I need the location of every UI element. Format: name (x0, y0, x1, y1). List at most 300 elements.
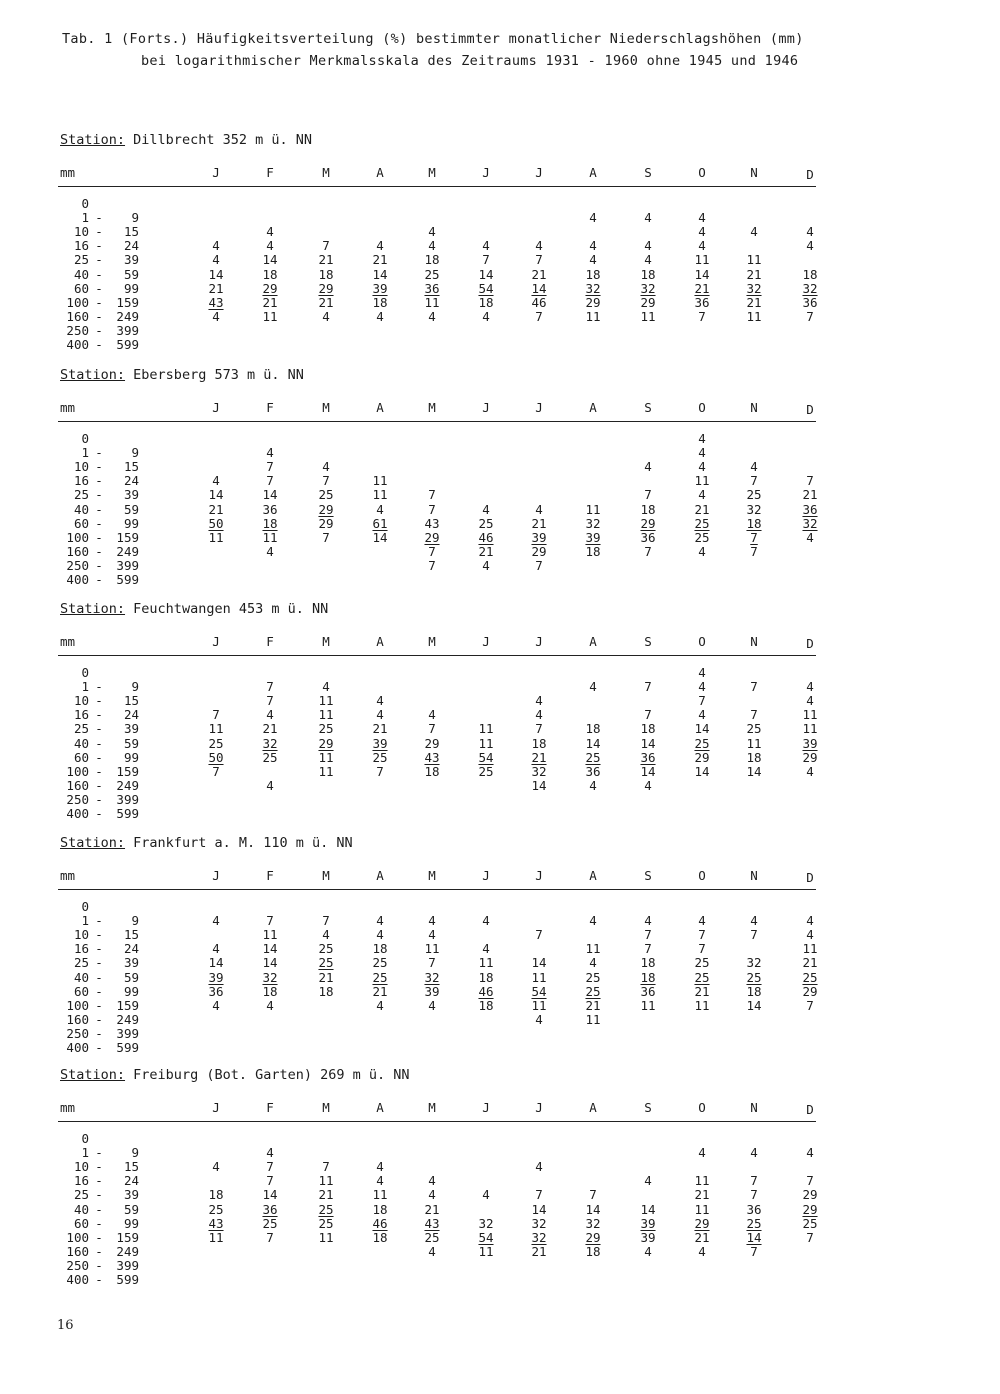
class-lower-bound: 0 (81, 899, 89, 914)
class-label (56, 1041, 139, 1055)
frequency-cell: 43 (208, 1215, 224, 1231)
frequency-cell: 21 (372, 983, 388, 999)
frequency-cell: 4 (428, 1243, 436, 1259)
class-upper-bound: 59 (123, 266, 139, 282)
frequency-cell: 25 (318, 1201, 334, 1217)
class-label (56, 1160, 139, 1174)
frequency-cell: 7 (644, 543, 652, 559)
class-label (56, 531, 139, 545)
frequency-cell: 4 (644, 1173, 652, 1189)
class-upper-bound: 99 (123, 749, 139, 765)
class-lower-bound: 25 (73, 1187, 89, 1203)
class-dash: - (95, 1243, 103, 1259)
unit-label: mm (60, 868, 76, 883)
frequency-cell: 39 (208, 969, 224, 985)
frequency-cell: 4 (428, 1187, 436, 1203)
month-header: M (428, 868, 436, 883)
frequency-cell: 14 (262, 1187, 278, 1203)
class-dash: - (95, 529, 103, 545)
class-upper-bound: 39 (123, 721, 139, 737)
frequency-cell: 4 (482, 238, 490, 254)
frequency-cell: 21 (802, 955, 818, 971)
frequency-cell: 18 (318, 983, 334, 999)
class-lower-bound: 160 (66, 777, 89, 793)
month-header: F (266, 400, 274, 415)
frequency-cell: 7 (698, 308, 706, 324)
frequency-cell: 36 (208, 983, 224, 999)
frequency-cell: 32 (802, 515, 818, 531)
month-header: A (589, 634, 597, 649)
frequency-cell: 7 (266, 1159, 274, 1175)
frequency-cell: 18 (640, 501, 656, 517)
class-label (56, 807, 139, 821)
class-upper-bound: 59 (123, 501, 139, 517)
class-upper-bound: 24 (123, 473, 139, 489)
frequency-cell: 14 (262, 955, 278, 971)
class-upper-bound: 39 (123, 1187, 139, 1203)
frequency-cell: 25 (802, 1215, 818, 1231)
frequency-cell: 4 (212, 913, 220, 929)
class-upper-bound: 39 (123, 955, 139, 971)
frequency-cell: 11 (585, 308, 601, 324)
frequency-cell: 4 (698, 1243, 706, 1259)
month-header: J (482, 165, 490, 180)
class-upper-bound: 59 (123, 1201, 139, 1217)
frequency-cell: 29 (694, 1215, 710, 1231)
station-block (0, 132, 1000, 357)
class-lower-bound: 25 (73, 252, 89, 268)
frequency-cell: 4 (212, 238, 220, 254)
frequency-cell: 7 (644, 707, 652, 723)
frequency-cell: 32 (531, 1215, 547, 1231)
frequency-cell: 4 (266, 543, 274, 559)
frequency-cell: 4 (376, 238, 384, 254)
frequency-cell: 11 (531, 969, 547, 985)
frequency-cell: 11 (372, 487, 388, 503)
month-header: O (698, 400, 706, 415)
class-lower-bound: 400 (66, 806, 89, 821)
class-lower-bound: 25 (73, 721, 89, 737)
frequency-cell: 39 (802, 735, 818, 751)
frequency-cell: 18 (318, 266, 334, 282)
frequency-cell: 25 (372, 955, 388, 971)
class-lower-bound: 100 (66, 294, 89, 310)
class-lower-bound: 160 (66, 1011, 89, 1027)
class-upper-bound: 9 (131, 913, 139, 929)
frequency-cell: 4 (698, 913, 706, 929)
class-dash: - (95, 927, 103, 943)
frequency-cell: 7 (589, 1187, 597, 1203)
class-lower-bound: 40 (73, 501, 89, 517)
class-lower-bound: 1 (81, 679, 89, 695)
class-dash: - (95, 238, 103, 254)
class-dash: - (95, 473, 103, 489)
class-label (56, 324, 139, 338)
frequency-cell: 7 (750, 707, 758, 723)
station-prefix: Station: (60, 601, 126, 617)
class-upper-bound: 15 (123, 1159, 139, 1175)
month-header: J (212, 165, 220, 180)
class-upper-bound: 24 (123, 941, 139, 957)
class-upper-bound: 159 (116, 1229, 139, 1245)
class-upper-bound: 159 (116, 997, 139, 1013)
class-lower-bound: 400 (66, 572, 89, 587)
class-dash: - (95, 997, 103, 1013)
frequency-cell: 11 (585, 941, 601, 957)
class-label (56, 666, 139, 680)
frequency-cell: 14 (640, 763, 656, 779)
class-lower-bound: 160 (66, 1243, 89, 1259)
month-header: F (266, 165, 274, 180)
frequency-cell: 4 (589, 679, 597, 695)
class-upper-bound: 24 (123, 238, 139, 254)
month-header: O (698, 868, 706, 883)
frequency-cell: 4 (428, 997, 436, 1013)
frequency-cell: 50 (208, 749, 224, 765)
frequency-cell: 32 (746, 501, 762, 517)
class-dash: - (95, 1159, 103, 1175)
frequency-cell: 4 (212, 997, 220, 1013)
frequency-cell: 18 (585, 1243, 601, 1259)
frequency-cell: 14 (746, 1229, 762, 1245)
frequency-cell: 18 (372, 294, 388, 310)
station-block (0, 601, 1000, 826)
station-prefix: Station: (60, 1067, 126, 1083)
frequency-cell: 32 (424, 969, 440, 985)
frequency-cell: 25 (318, 721, 334, 737)
class-label (56, 1273, 139, 1287)
class-lower-bound: 250 (66, 557, 89, 573)
month-header: J (212, 868, 220, 883)
class-label (56, 914, 139, 928)
frequency-cell: 7 (322, 913, 330, 929)
frequency-cell: 25 (694, 969, 710, 985)
frequency-cell: 4 (589, 777, 597, 793)
class-lower-bound: 160 (66, 308, 89, 324)
class-lower-bound: 250 (66, 791, 89, 807)
frequency-cell: 50 (208, 515, 224, 531)
month-header: M (322, 868, 330, 883)
frequency-cell: 18 (478, 294, 494, 310)
frequency-cell: 7 (750, 1187, 758, 1203)
frequency-cell: 4 (698, 707, 706, 723)
frequency-cell: 11 (424, 941, 440, 957)
frequency-cell: 7 (750, 927, 758, 943)
frequency-cell: 4 (482, 557, 490, 573)
frequency-cell: 18 (585, 266, 601, 282)
unit-label: mm (60, 400, 76, 415)
class-dash: - (95, 791, 103, 807)
frequency-cell: 39 (640, 1215, 656, 1231)
class-upper-bound: 9 (131, 679, 139, 695)
frequency-cell: 11 (318, 763, 334, 779)
frequency-cell: 4 (428, 927, 436, 943)
frequency-cell: 4 (698, 210, 706, 226)
month-header: F (266, 634, 274, 649)
frequency-cell: 14 (746, 997, 762, 1013)
class-lower-bound: 250 (66, 1025, 89, 1041)
frequency-cell: 46 (372, 1215, 388, 1231)
class-dash: - (95, 693, 103, 709)
station-prefix: Station: (60, 132, 126, 148)
table-header (0, 0, 1000, 80)
frequency-cell: 21 (531, 1243, 547, 1259)
frequency-cell: 11 (318, 1229, 334, 1245)
month-header: S (644, 868, 652, 883)
month-header: J (535, 1100, 543, 1115)
frequency-cell: 14 (262, 252, 278, 268)
frequency-cell: 4 (376, 913, 384, 929)
frequency-cell: 11 (531, 997, 547, 1013)
frequency-cell: 4 (806, 913, 814, 929)
frequency-cell: 4 (322, 459, 330, 475)
class-dash: - (95, 777, 103, 793)
frequency-cell: 29 (802, 1187, 818, 1203)
frequency-cell: 21 (424, 1201, 440, 1217)
class-upper-bound: 399 (116, 322, 139, 338)
month-header: A (589, 400, 597, 415)
frequency-cell: 4 (644, 459, 652, 475)
frequency-cell: 21 (585, 997, 601, 1013)
class-lower-bound: 100 (66, 763, 89, 779)
frequency-cell: 4 (266, 997, 274, 1013)
class-label (56, 338, 139, 352)
frequency-cell: 18 (424, 763, 440, 779)
frequency-cell: 7 (644, 941, 652, 957)
frequency-cell: 11 (262, 308, 278, 324)
month-header: F (266, 1100, 274, 1115)
month-header: J (482, 634, 490, 649)
frequency-cell: 36 (802, 501, 818, 517)
class-dash: - (95, 707, 103, 723)
frequency-cell: 7 (266, 913, 274, 929)
frequency-cell: 18 (746, 515, 762, 531)
class-dash: - (95, 294, 103, 310)
station-name: Freiburg (Bot. Garten) 269 m ü. NN (133, 1067, 410, 1083)
class-upper-bound: 599 (116, 806, 139, 821)
class-dash: - (95, 955, 103, 971)
frequency-cell: 18 (746, 983, 762, 999)
frequency-cell: 4 (644, 1243, 652, 1259)
frequency-cell: 25 (318, 941, 334, 957)
frequency-cell: 4 (750, 1145, 758, 1161)
month-header: J (535, 634, 543, 649)
frequency-cell: 21 (531, 749, 547, 765)
frequency-cell: 7 (535, 308, 543, 324)
month-header: M (322, 165, 330, 180)
month-header: A (589, 165, 597, 180)
class-dash: - (95, 763, 103, 779)
class-dash: - (95, 1040, 103, 1055)
frequency-cell: 29 (585, 1229, 601, 1245)
frequency-cell: 11 (318, 1173, 334, 1189)
class-lower-bound: 10 (73, 927, 89, 943)
frequency-cell: 4 (589, 252, 597, 268)
frequency-cell: 4 (589, 913, 597, 929)
class-lower-bound: 40 (73, 1201, 89, 1217)
frequency-cell: 4 (428, 1173, 436, 1189)
frequency-cell: 4 (266, 707, 274, 723)
frequency-cell: 7 (750, 473, 758, 489)
class-dash: - (95, 1229, 103, 1245)
frequency-cell: 21 (318, 969, 334, 985)
class-lower-bound: 10 (73, 224, 89, 240)
class-label (56, 253, 139, 267)
class-lower-bound: 16 (73, 473, 89, 489)
station-name: Dillbrecht 352 m ü. NN (133, 132, 312, 148)
class-label (56, 474, 139, 488)
frequency-cell: 7 (698, 927, 706, 943)
frequency-cell: 7 (266, 473, 274, 489)
month-header: A (376, 400, 384, 415)
class-label (56, 751, 139, 765)
frequency-cell: 18 (262, 515, 278, 531)
frequency-cell: 4 (698, 543, 706, 559)
frequency-cell: 11 (802, 721, 818, 737)
frequency-cell: 21 (208, 501, 224, 517)
class-label (56, 708, 139, 722)
frequency-cell: 21 (372, 252, 388, 268)
frequency-cell: 46 (478, 529, 494, 545)
frequency-cell: 18 (424, 252, 440, 268)
frequency-cell: 4 (644, 210, 652, 226)
frequency-cell: 7 (322, 529, 330, 545)
frequency-cell: 4 (750, 913, 758, 929)
frequency-cell: 18 (372, 1201, 388, 1217)
frequency-cell: 7 (376, 763, 384, 779)
frequency-cell: 43 (208, 294, 224, 310)
frequency-cell: 14 (746, 763, 762, 779)
frequency-cell: 29 (640, 294, 656, 310)
station-prefix: Station: (60, 835, 126, 851)
frequency-cell: 21 (694, 1187, 710, 1203)
class-lower-bound: 0 (81, 1131, 89, 1146)
class-label (56, 1188, 139, 1202)
class-upper-bound: 599 (116, 1040, 139, 1055)
class-dash: - (95, 224, 103, 240)
frequency-cell: 4 (322, 679, 330, 695)
frequency-cell: 11 (585, 501, 601, 517)
frequency-cell: 4 (589, 210, 597, 226)
frequency-cell: 21 (802, 487, 818, 503)
station-name: Ebersberg 573 m ü. NN (133, 367, 304, 383)
frequency-cell: 7 (212, 763, 220, 779)
frequency-cell: 4 (266, 1145, 274, 1161)
frequency-cell: 21 (318, 1187, 334, 1203)
frequency-cell: 4 (698, 679, 706, 695)
frequency-cell: 25 (208, 1201, 224, 1217)
frequency-cell: 4 (212, 1159, 220, 1175)
station-block (0, 835, 1000, 1060)
class-dash: - (95, 445, 103, 461)
frequency-cell: 29 (531, 543, 547, 559)
frequency-cell: 29 (424, 735, 440, 751)
frequency-cell: 7 (644, 679, 652, 695)
frequency-cell: 14 (694, 763, 710, 779)
class-label (56, 1245, 139, 1259)
frequency-cell: 21 (694, 280, 710, 296)
class-dash: - (95, 983, 103, 999)
class-label (56, 928, 139, 942)
class-upper-bound: 249 (116, 1243, 139, 1259)
frequency-cell: 7 (428, 557, 436, 573)
frequency-cell: 4 (428, 238, 436, 254)
frequency-cell: 21 (318, 294, 334, 310)
class-dash: - (95, 337, 103, 352)
class-upper-bound: 399 (116, 557, 139, 573)
month-header: F (266, 868, 274, 883)
class-label (56, 737, 139, 751)
frequency-cell: 39 (372, 280, 388, 296)
frequency-cell: 4 (589, 238, 597, 254)
frequency-cell: 29 (802, 983, 818, 999)
class-lower-bound: 60 (73, 280, 89, 296)
frequency-cell: 32 (262, 969, 278, 985)
class-label (56, 1027, 139, 1041)
class-label (56, 985, 139, 999)
frequency-cell: 4 (212, 473, 220, 489)
class-label (56, 488, 139, 502)
class-dash: - (95, 679, 103, 695)
frequency-cell: 4 (698, 459, 706, 475)
class-label (56, 1146, 139, 1160)
frequency-cell: 7 (806, 473, 814, 489)
class-dash: - (95, 749, 103, 765)
class-lower-bound: 400 (66, 337, 89, 352)
class-label (56, 680, 139, 694)
frequency-cell: 54 (478, 1229, 494, 1245)
frequency-cell: 21 (746, 266, 762, 282)
class-label (56, 545, 139, 559)
class-label (56, 1231, 139, 1245)
class-label (56, 793, 139, 807)
frequency-cell: 14 (208, 487, 224, 503)
frequency-cell: 14 (531, 955, 547, 971)
frequency-cell: 4 (644, 777, 652, 793)
frequency-cell: 4 (698, 1145, 706, 1161)
frequency-cell: 14 (694, 721, 710, 737)
class-lower-bound: 16 (73, 238, 89, 254)
frequency-cell: 21 (478, 543, 494, 559)
frequency-cell: 46 (531, 294, 547, 310)
frequency-cell: 36 (585, 763, 601, 779)
page-number: 16 (57, 1318, 74, 1333)
class-upper-bound: 159 (116, 294, 139, 310)
frequency-cell: 7 (806, 1173, 814, 1189)
frequency-cell: 32 (746, 955, 762, 971)
frequency-cell: 29 (694, 749, 710, 765)
frequency-cell: 21 (694, 983, 710, 999)
class-lower-bound: 100 (66, 1229, 89, 1245)
month-header: S (644, 1100, 652, 1115)
frequency-cell: 39 (585, 529, 601, 545)
month-header: M (428, 400, 436, 415)
class-label (56, 900, 139, 914)
station-block (0, 1067, 1000, 1292)
frequency-cell: 32 (802, 280, 818, 296)
frequency-cell: 25 (262, 749, 278, 765)
frequency-cell: 7 (535, 252, 543, 268)
class-upper-bound: 599 (116, 1272, 139, 1287)
frequency-cell: 4 (482, 941, 490, 957)
frequency-cell: 4 (322, 308, 330, 324)
frequency-cell: 4 (428, 913, 436, 929)
month-header: D (806, 402, 814, 417)
class-upper-bound: 39 (123, 252, 139, 268)
frequency-cell: 18 (262, 983, 278, 999)
frequency-cell: 36 (640, 749, 656, 765)
class-dash: - (95, 1201, 103, 1217)
